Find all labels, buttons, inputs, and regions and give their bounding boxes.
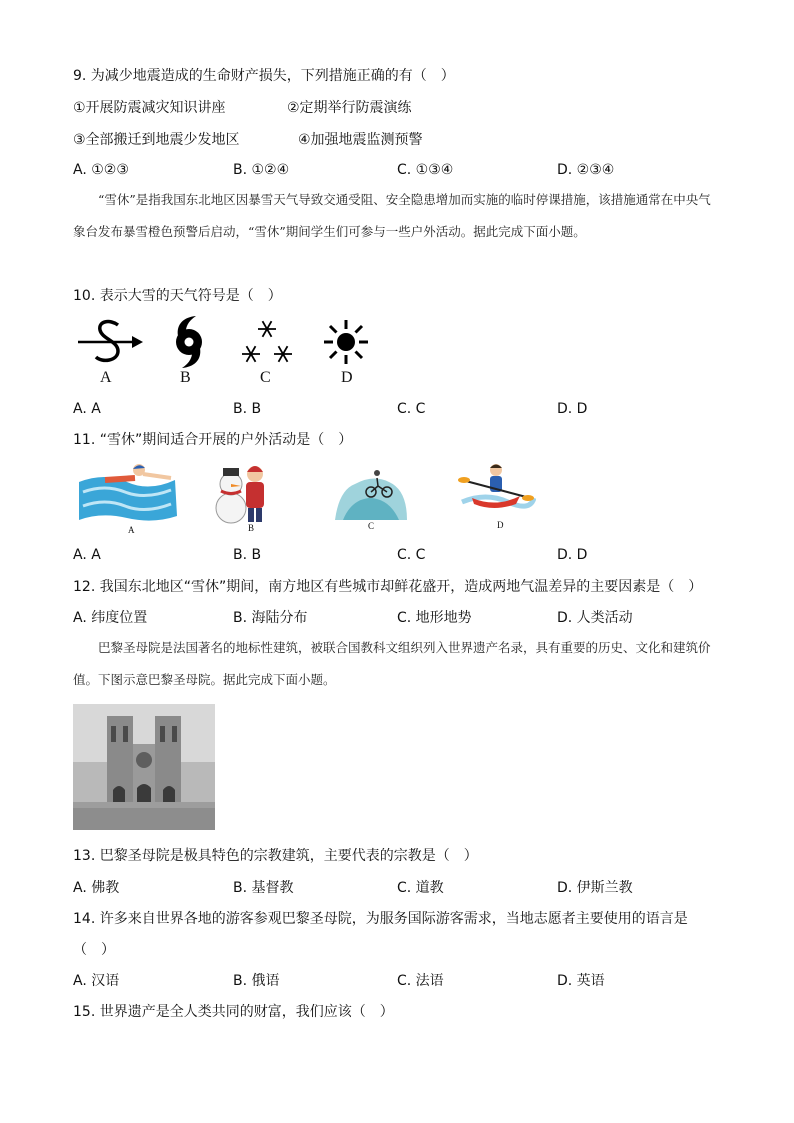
q11-option-b: B. B <box>233 547 262 563</box>
q10-symbol-letter-c: C <box>260 369 271 386</box>
q11-stem: 11. “雪休”期间适合开展的户外活动是（ ） <box>73 432 353 448</box>
q12-option-c: C. 地形地势 <box>397 610 472 626</box>
q11-option-c: C. C <box>397 547 426 563</box>
kayaking-picture-icon <box>456 458 536 520</box>
q9-option-d: D. ②③④ <box>557 162 615 178</box>
q13-stem: 13. 巴黎圣母院是极具特色的宗教建筑，主要代表的宗教是（ ） <box>73 848 478 864</box>
q10-option-a: A. A <box>73 401 101 417</box>
q10-symbol-letter-b: B <box>180 369 191 386</box>
q9-item-2: ②定期举行防震演练 <box>287 100 412 116</box>
q9-option-a: A. ①②③ <box>73 162 129 178</box>
q13-option-d: D. 伊斯兰教 <box>557 880 633 896</box>
q13-option-b: B. 基督教 <box>233 880 294 896</box>
q14-stem-cont: （ ） <box>73 942 115 958</box>
passage-snow-break: “雪休”是指我国东北地区因暴雪天气导致交通受阻、安全隐患增加而实施的临时停课措施，该措施通常在中央气象台发布暴雪橙色预警后启动，“雪休”期间学生们可参与一些户外活动。据此完成下面小题。 <box>73 192 711 239</box>
q10-option-b: B. B <box>233 401 262 417</box>
q9-item-4: ④加强地震监测预警 <box>298 132 423 148</box>
q14-option-a: A. 汉语 <box>73 973 120 989</box>
notre-dame-photo <box>73 704 215 830</box>
swimming-picture-icon <box>75 460 180 528</box>
q10-symbol-letter-a: A <box>100 369 112 386</box>
q9-stem: 9. 为减少地震造成的生命财产损失，下列措施正确的有（ ） <box>73 68 455 84</box>
q13-option-a: A. 佛教 <box>73 880 120 896</box>
heavy-snow-symbol-icon <box>238 318 296 366</box>
q14-stem: 14. 许多来自世界各地的游客参观巴黎圣母院，为服务国际游客需求，当地志愿者主要使用的语言是 <box>73 911 688 927</box>
sunny-symbol-icon <box>322 318 370 366</box>
q11-option-d: D. D <box>557 547 588 563</box>
q11-picture-letter-a: A <box>128 525 135 535</box>
q10-option-c: C. C <box>397 401 426 417</box>
q10-symbol-letter-d: D <box>341 369 353 386</box>
q11-picture-letter-b: B <box>248 523 255 533</box>
q13-option-c: C. 道教 <box>397 880 444 896</box>
q11-option-a: A. A <box>73 547 101 563</box>
q12-option-b: B. 海陆分布 <box>233 610 308 626</box>
q10-option-d: D. D <box>557 401 588 417</box>
typhoon-symbol-icon <box>168 314 210 370</box>
q14-option-c: C. 法语 <box>397 973 444 989</box>
q14-option-d: D. 英语 <box>557 973 605 989</box>
sandstorm-symbol-icon <box>76 317 146 367</box>
q9-option-c: C. ①③④ <box>397 162 454 178</box>
q14-option-b: B. 俄语 <box>233 973 280 989</box>
q12-stem: 12. 我国东北地区“雪休”期间，南方地区有些城市却鲜花盛开，造成两地气温差异的主要因素是（ ） <box>73 579 703 595</box>
q11-picture-letter-c: C <box>368 521 375 531</box>
passage-notre-dame: 巴黎圣母院是法国著名的地标性建筑，被联合国教科文组织列入世界遗产名录，具有重要的历史、文化和建筑价值。下图示意巴黎圣母院。据此完成下面小题。 <box>73 640 711 687</box>
q9-item-3: ③全部搬迁到地震少发地区 <box>73 132 240 148</box>
snowman-picture-icon <box>209 460 275 528</box>
q12-option-a: A. 纬度位置 <box>73 610 148 626</box>
q12-option-d: D. 人类活动 <box>557 610 633 626</box>
q10-stem: 10. 表示大雪的天气符号是（ ） <box>73 288 282 304</box>
q9-option-b: B. ①②④ <box>233 162 290 178</box>
q15-stem: 15. 世界遗产是全人类共同的财富，我们应该（ ） <box>73 1004 394 1020</box>
q11-picture-letter-d: D <box>497 520 504 530</box>
q9-item-1: ①开展防震减灾知识讲座 <box>73 100 226 116</box>
cycling-picture-icon <box>333 460 409 522</box>
